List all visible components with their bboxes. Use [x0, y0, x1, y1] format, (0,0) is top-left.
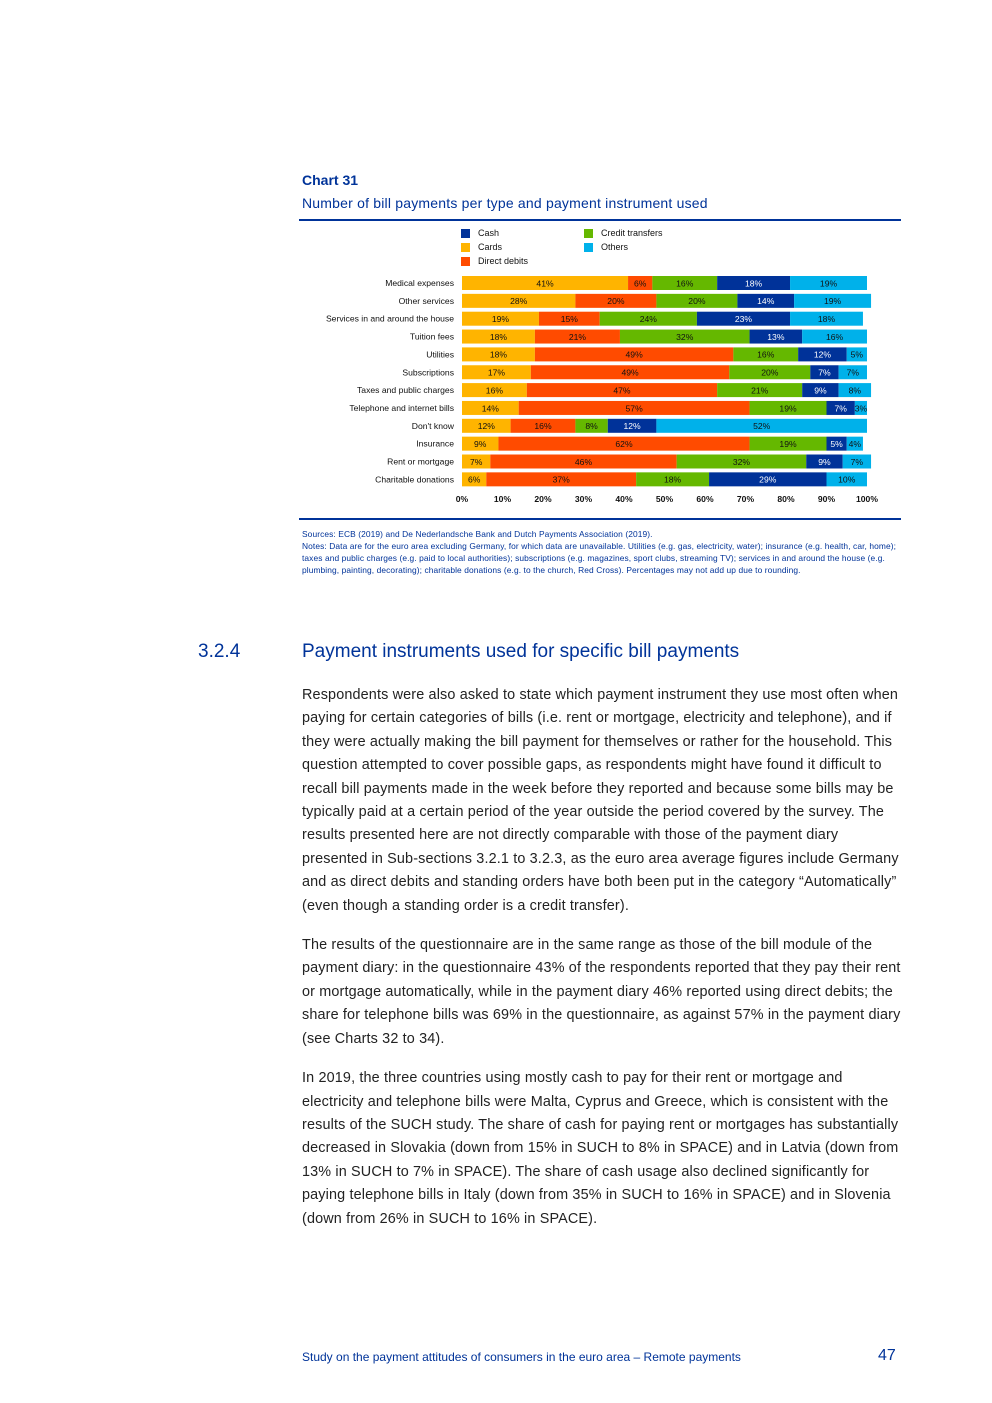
legend-item-credit-transfers	[584, 227, 663, 239]
data-label: 8%	[848, 385, 862, 396]
data-label: 19%	[779, 438, 797, 449]
data-label: 16%	[757, 349, 775, 360]
legend-item-cards	[461, 241, 502, 253]
data-label: 9%	[818, 456, 831, 467]
data-label: 46%	[574, 456, 593, 467]
data-label: 37%	[552, 474, 570, 485]
data-label: 49%	[621, 367, 639, 378]
x-tick-label: 60%	[696, 494, 714, 505]
data-label: 18%	[663, 474, 682, 485]
chart-notes-text: Notes: Data are for the euro area excluding Germany, for which data are unavailable. Utilities (e.g. gas, electricity, water); insurance (e.g. health, car, home); taxes and public charges (e.g. paid to local authorities); subscriptions (e.g. magazines, sport clubs, streaming TV); services in and around the house (e.g. plumbing, painting, decorating); charitable donations (e.g. to the church, Red Cross). Percentages may not add up due to rounding.	[302, 541, 897, 575]
paragraph: Respondents were also asked to state which payment instrument they use most often when paying for certain categories of bills (i.e. rent or mortgage, electricity and telephone), and if they were actually making the bill payment for themselves or rather for the household. This question attempted to cover possible gaps, as respondents might have found it difficult to recall bill payments made in the week before they reported and because some bills may be typically paid at a certain period of the year outside the period covered by the survey. The results presented here are not directly comparable with those of the payment diary presented in Sub-sections 3.2.1 to 3.2.3, as the euro area average figures include Germany and as direct debits and standing orders have both been put in the category “Automatically” (even though a standing order is a credit transfer).	[302, 687, 899, 914]
data-label: 7%	[850, 456, 864, 467]
data-label: 7%	[469, 456, 483, 467]
data-label: 9%	[814, 385, 827, 396]
data-label: 16%	[485, 385, 504, 396]
legend-item-others	[584, 241, 628, 253]
x-tick-label: 100%	[856, 494, 878, 505]
data-label: 13%	[767, 331, 785, 342]
data-label: 18%	[817, 314, 836, 324]
legend-label-cards: Cards	[478, 242, 503, 252]
category-label: Don't know	[411, 420, 454, 431]
data-label: 21%	[568, 331, 587, 342]
legend-label-cash: Cash	[478, 228, 500, 238]
section-number: 3.2.4	[198, 641, 241, 662]
chart-notes	[302, 528, 900, 576]
category-label: Services in and around the house	[325, 313, 454, 324]
chart-top-rule	[299, 219, 901, 221]
legend-label-others: Others	[601, 242, 629, 252]
data-label: 23%	[734, 314, 753, 324]
data-label: 6%	[633, 278, 647, 289]
data-label: 14%	[481, 403, 499, 414]
data-label: 10%	[838, 474, 856, 485]
data-label: 16%	[676, 278, 694, 289]
category-label: Other services	[398, 295, 454, 306]
data-label: 18%	[489, 331, 508, 342]
data-label: 14%	[757, 296, 775, 307]
category-label: Insurance	[416, 438, 454, 449]
footer-title: Study on the payment attitudes of consumers in the euro area – Remote payments	[302, 1350, 741, 1364]
x-tick-label: 0%	[455, 494, 469, 505]
x-tick-label: 40%	[615, 494, 633, 505]
category-label: Tuition fees	[409, 331, 454, 342]
data-label: 29%	[759, 474, 777, 485]
data-label: 28%	[510, 296, 528, 307]
x-tick-label: 10%	[493, 494, 512, 505]
data-label: 17%	[487, 367, 506, 378]
data-label: 8%	[585, 421, 598, 432]
data-label: 5%	[830, 438, 843, 449]
data-label: 19%	[491, 314, 510, 324]
data-label: 32%	[676, 331, 694, 342]
data-label: 4%	[848, 438, 862, 449]
data-label: 15%	[560, 314, 578, 324]
data-label: 19%	[819, 278, 838, 289]
chart-bottom-rule	[299, 518, 901, 520]
legend-swatch-cash	[461, 229, 470, 238]
body-text	[302, 684, 902, 1247]
x-tick-label: 70%	[736, 494, 755, 505]
category-label: Rent or mortgage	[387, 456, 454, 467]
stacked-bar-chart	[299, 270, 899, 514]
legend-item-direct-debits	[461, 255, 528, 267]
data-label: 18%	[489, 349, 508, 360]
data-label: 24%	[639, 314, 657, 324]
x-tick-label: 30%	[574, 494, 593, 505]
data-label: 20%	[761, 367, 779, 378]
category-label: Taxes and public charges	[357, 385, 454, 396]
x-tick-label: 80%	[777, 494, 795, 505]
paragraph: The results of the questionnaire are in the same range as those of the bill module of the payment diary: in the questionnaire 43% of the respondents reported that they pay their rent or mortgage automatically, while in the payment diary 46% reported using direct debits; the share for telephone bills was 69% in the questionnaire, as against 57% in the payment diary (see Charts 32 to 34).	[302, 937, 901, 1047]
data-label: 3%	[854, 403, 868, 414]
legend-label-credit-transfers: Credit transfers	[601, 228, 663, 238]
category-label: Medical expenses	[385, 278, 454, 288]
data-label: 12%	[813, 349, 832, 360]
data-label: 52%	[753, 421, 771, 432]
data-label: 6%	[467, 474, 481, 485]
data-label: 7%	[834, 403, 847, 414]
data-label: 19%	[779, 403, 797, 414]
category-label: Subscriptions	[402, 367, 454, 378]
data-label: 5%	[850, 349, 864, 360]
legend-swatch-credit-transfers	[584, 229, 593, 238]
legend-swatch-cards	[461, 243, 470, 252]
data-label: 19%	[823, 296, 842, 307]
legend-label-direct-debits: Direct debits	[478, 256, 529, 266]
chart-title: Number of bill payments per type and payment instrument used	[302, 195, 708, 211]
category-label: Utilities	[426, 349, 454, 360]
data-label: 62%	[615, 438, 633, 449]
data-label: 21%	[751, 385, 769, 396]
chart-legend	[461, 227, 761, 269]
data-label: 7%	[846, 367, 860, 378]
data-label: 16%	[534, 421, 552, 432]
data-label: 32%	[732, 456, 751, 467]
category-label: Charitable donations	[375, 474, 454, 485]
legend-item-cash	[461, 227, 499, 239]
category-label: Telephone and internet bills	[349, 402, 454, 413]
x-tick-label: 50%	[655, 494, 674, 505]
data-label: 12%	[477, 421, 495, 432]
paragraph: In 2019, the three countries using mostly cash to pay for their rent or mortgage and electricity and telephone bills were Malta, Cyprus and Greece, which is consistent with the results of the SUCH study. The share of cash for paying rent or mortgages has substantially decreased in Slovakia (down from 15% in SUCH to 8% in SPACE) and in Latvia (down from 13% in SUCH to 7% in SPACE). The share of cash usage also declined significantly for paying telephone bills in Italy (down from 35% in SUCH to 16% in SPACE) and in Slovenia (down from 26% in SUCH to 16% in SPACE).	[302, 1070, 899, 1227]
data-label: 57%	[625, 403, 643, 414]
x-tick-label: 20%	[534, 494, 552, 505]
data-label: 9%	[474, 438, 487, 449]
chart-label: Chart 31	[302, 172, 359, 188]
data-label: 18%	[744, 278, 763, 289]
data-label: 41%	[536, 278, 554, 289]
data-label: 12%	[623, 421, 641, 432]
legend-swatch-others	[584, 243, 593, 252]
data-label: 47%	[613, 385, 631, 396]
x-tick-label: 90%	[817, 494, 836, 505]
data-label: 7%	[818, 367, 831, 378]
section-title: Payment instruments used for specific bill payments	[302, 641, 740, 662]
data-label: 16%	[825, 331, 844, 342]
data-label: 49%	[625, 349, 643, 360]
data-label: 20%	[688, 296, 706, 307]
legend-swatch-direct-debits	[461, 257, 470, 266]
chart-sources: Sources: ECB (2019) and De Nederlandsche Bank and Dutch Payments Association (2019).	[302, 529, 653, 539]
page-number: 47	[878, 1347, 896, 1364]
data-label: 20%	[607, 296, 625, 307]
